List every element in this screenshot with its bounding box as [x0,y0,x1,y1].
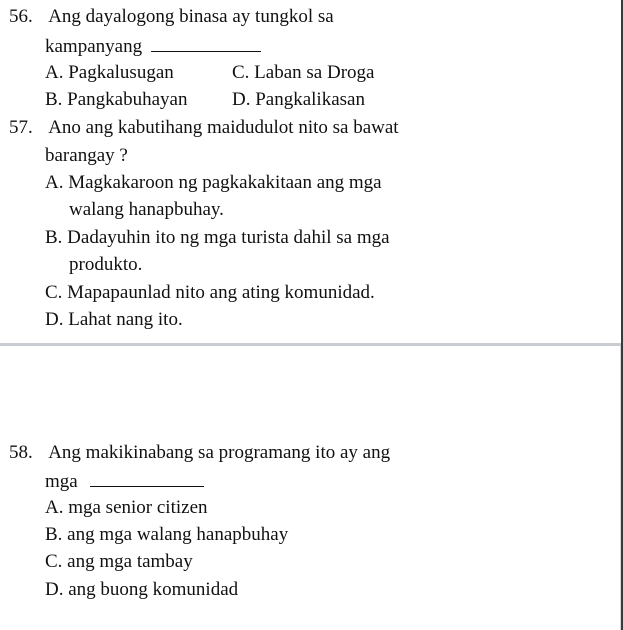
answer-blank [90,470,204,487]
question-58-stem-text: Ang makikinabang sa programang ito ay ang [48,442,391,463]
question-57-option-b-line1: B. Dadayuhin ito ng mga turista dahil sa mga [45,227,390,248]
question-57-option-d: D. Lahat nang ito. [45,309,183,330]
question-56-option-c: C. Laban sa Droga [232,62,375,83]
question-57-number: 57. [9,117,33,138]
page-border-right-shadow [620,346,621,630]
question-56-stem-text-2: kampanyang [45,36,143,57]
question-58-option-a: A. mga senior citizen [45,497,208,518]
question-56-stem-text: Ang dayalogong binasa ay tungkol sa [48,6,334,27]
question-57-option-b-line2: produkto. [69,254,143,275]
question-58-stem-line1 [9,442,390,464]
question-58-stem-line2 [45,470,204,493]
question-57-stem-line1 [9,117,399,139]
question-57-option-a-line1: A. Magkakaroon ng pagkakakitaan ang mga [45,172,382,193]
question-56-option-d: D. Pangkalikasan [232,89,365,110]
question-58-stem-text-2: mga [45,471,78,492]
question-56-option-a: A. Pagkalusugan [45,62,174,83]
page-divider [0,343,623,346]
question-56-option-b: B. Pangkabuhayan [45,89,188,110]
question-57-option-a-line2: walang hanapbuhay. [69,199,224,220]
question-56-options-row1 [45,62,605,84]
question-58-option-b: B. ang mga walang hanapbuhay [45,524,289,545]
question-58-option-c: C. ang mga tambay [45,551,193,572]
question-57-stem-text: Ano ang kabutihang maidudulot nito sa bawat [48,117,399,138]
question-56-number: 56. [9,6,33,27]
question-57-stem-line2: barangay ? [45,145,128,166]
question-58-option-d: D. ang buong komunidad [45,579,239,600]
answer-blank [151,35,261,52]
question-56-stem-line2 [45,35,261,58]
question-56-options-row2 [45,89,605,111]
question-57-option-c: C. Mapapaunlad nito ang ating komunidad. [45,282,375,303]
question-56-stem-line1 [9,6,334,28]
question-58-number: 58. [9,442,33,463]
